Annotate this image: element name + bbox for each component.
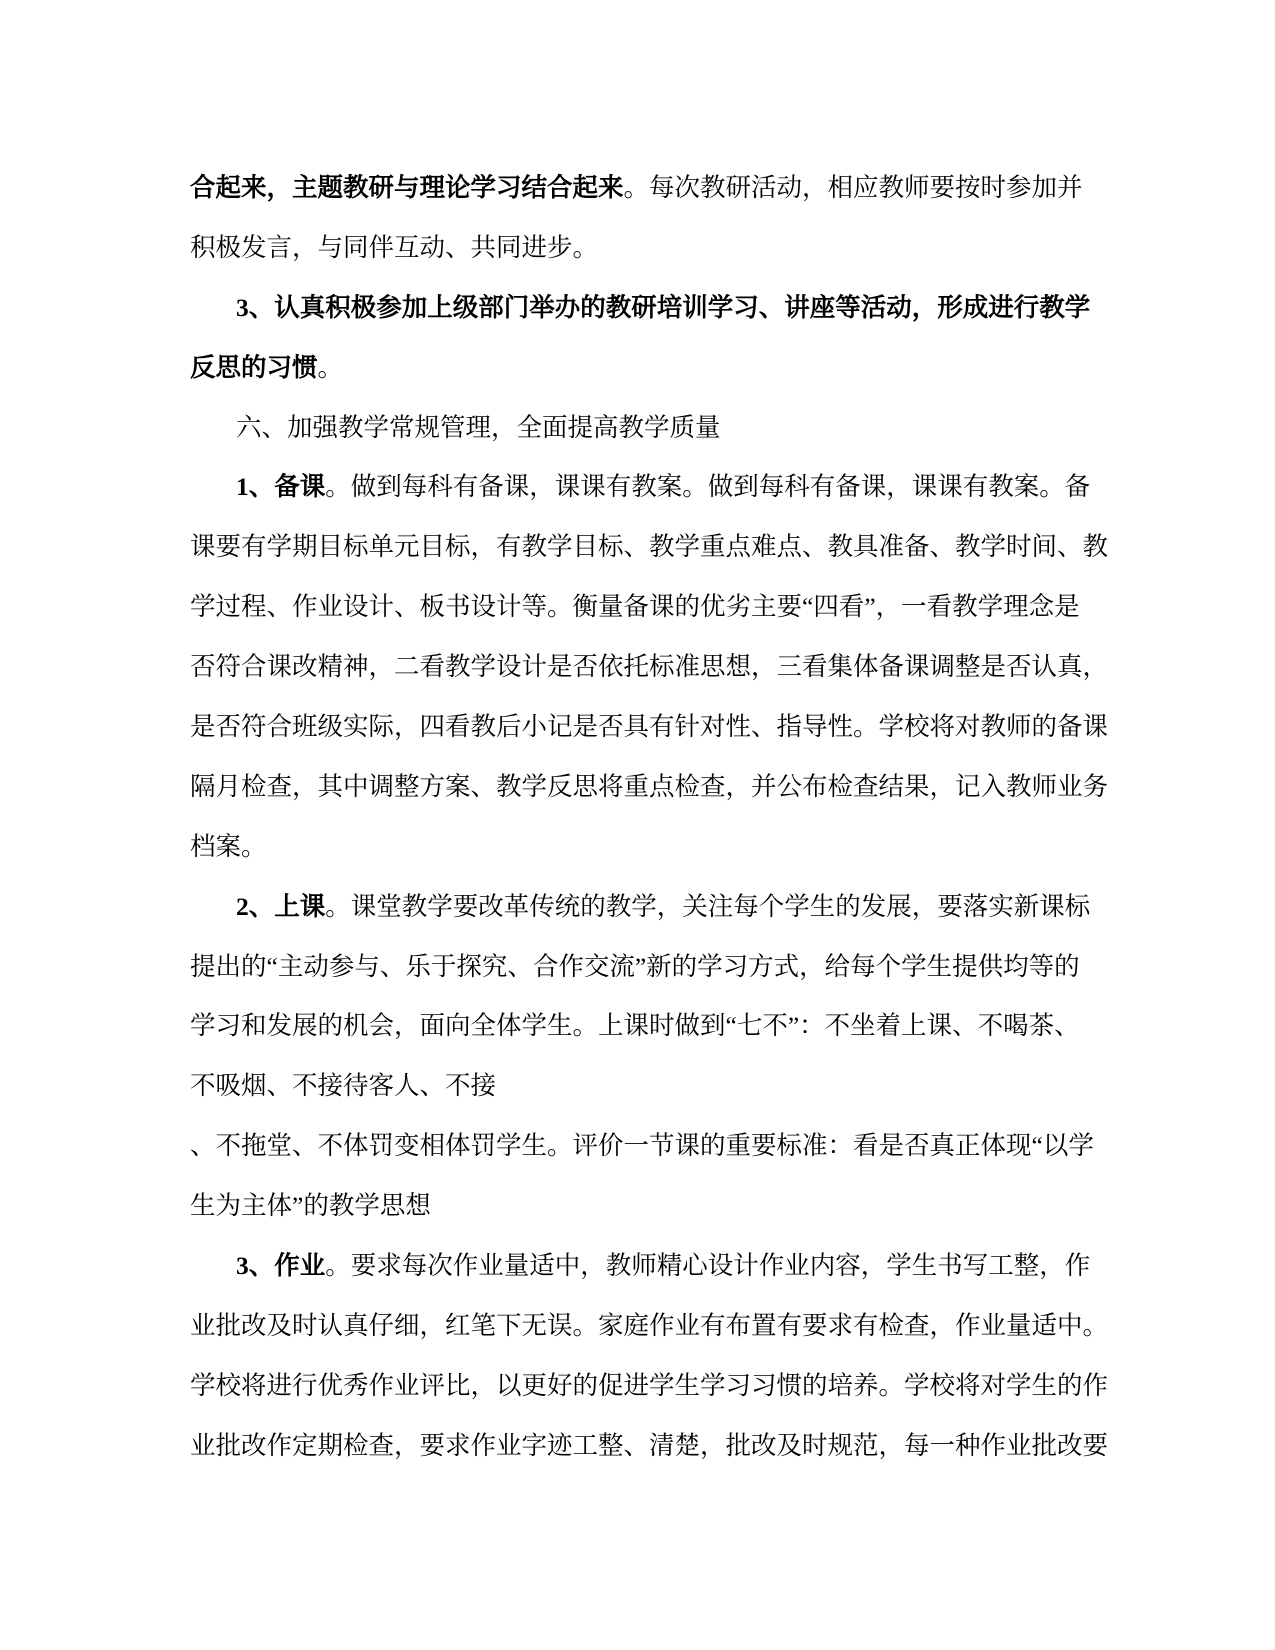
text-segment: 学过程、作业设计、板书设计等。衡量备课的优劣主要“四看”，一看教学理念是 [190,592,1080,622]
bold-text-segment: 2、上课 [236,891,326,921]
text-line [190,817,1150,877]
text-line [190,1116,1150,1176]
text-segment: 。每次教研活动，相应教师要按时参加并 [623,173,1083,202]
text-line [190,1236,1150,1296]
text-line [190,338,1150,398]
text-line [190,577,1150,637]
text-line [190,1356,1150,1416]
text-segment: 档案。 [190,831,267,861]
text-segment: 业批改及时认真仔细，红笔下无误。家庭作业有布置有要求有检查，作业量适中。 [190,1310,1109,1340]
text-segment: 积极发言，与同伴互动、共同进步。 [190,232,599,262]
bold-text-segment: 1、备课 [236,472,326,502]
text-line [190,1176,1150,1236]
text-line [190,1296,1150,1356]
text-line [190,517,1150,577]
text-segment: 生为主体”的教学思想 [190,1191,431,1221]
text-segment: 业批改作定期检查，要求作业字迹工整、清楚，批改及时规范，每一种作业批改要 [190,1430,1109,1460]
bold-text-segment: 合起来，主题教研与理论学习结合起来 [190,173,624,202]
text-line [190,457,1150,517]
text-segment: 学习和发展的机会，面向全体学生。上课时做到“七不”：不坐着上课、不喝茶、 [190,1011,1080,1041]
text-line [190,1056,1150,1116]
text-line [190,757,1150,817]
text-line [190,937,1150,997]
text-line [190,158,1150,218]
text-line [190,877,1150,937]
bold-text-segment: 3、认真积极参加上级部门举办的教研培训学习、讲座等活动，形成进行教学 [236,292,1091,322]
text-line [190,637,1150,697]
text-segment: 隔月检查，其中调整方案、教学反思将重点检查，并公布检查结果，记入教师业务 [190,771,1109,801]
text-segment: 。要求每次作业量适中，教师精心设计作业内容，学生书写工整，作 [325,1251,1091,1281]
text-segment: 、不拖堂、不体罚变相体罚学生。评价一节课的重要标准：看是否真正体现“以学 [190,1131,1094,1161]
text-segment: 。 [317,352,344,382]
text-line [190,398,1150,458]
text-segment: 不吸烟、不接待客人、不接 [190,1071,497,1101]
text-segment: 是否符合班级实际，四看教后小记是否具有针对性、指导性。学校将对教师的备课 [190,712,1109,742]
bold-text-segment: 反思的习惯 [190,352,318,382]
text-segment: 课要有学期目标单元目标，有教学目标、教学重点难点、教具准备、教学时间、教 [190,532,1109,562]
text-segment: 提出的“主动参与、乐于探究、合作交流”新的学习方式，给每个学生提供均等的 [190,951,1080,981]
text-line [190,218,1150,278]
text-segment: 学校将进行优秀作业评比，以更好的促进学生学习习惯的培养。学校将对学生的作 [190,1370,1109,1400]
text-line [190,1416,1150,1476]
bold-text-segment: 3、作业 [236,1251,326,1281]
text-segment: 否符合课改精神，二看教学设计是否依托标准思想，三看集体备课调整是否认真， [190,652,1109,682]
document-body [190,158,1150,1476]
text-segment: 。做到每科有备课，课课有教案。做到每科有备课，课课有教案。备 [325,472,1091,502]
text-segment: 。课堂教学要改革传统的教学，关注每个学生的发展，要落实新课标 [325,891,1091,921]
text-line [190,697,1150,757]
text-line [190,996,1150,1056]
text-line [190,278,1150,338]
text-segment: 六、加强教学常规管理，全面提高教学质量 [236,412,721,442]
